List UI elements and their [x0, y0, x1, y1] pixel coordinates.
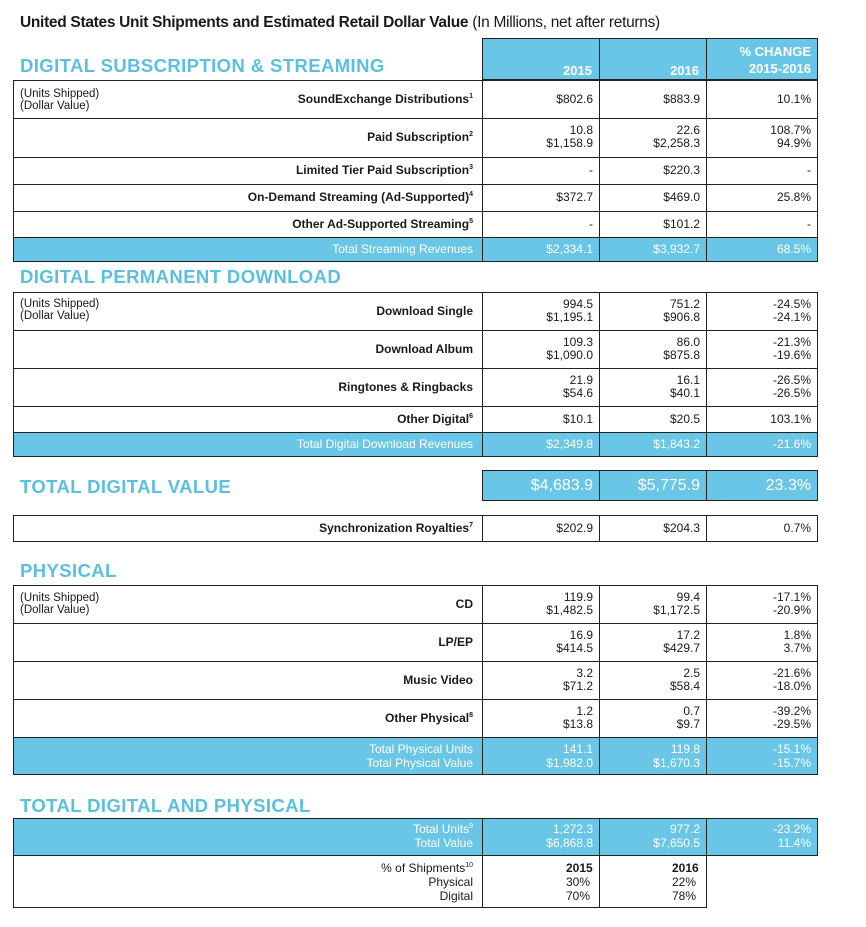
divider — [482, 515, 483, 542]
total-2016-units: 119.8 — [670, 742, 700, 756]
row-label: Other Ad-Supported Streaming$^5$ — [292, 217, 473, 231]
total-units-label: Total Physical Units — [368, 742, 473, 756]
units-note: (Units Shipped) — [20, 298, 100, 310]
row-label: Other Physical$^8$ — [385, 711, 473, 725]
total-2016-units: 977.2 — [669, 822, 700, 836]
cell-2015: - — [589, 217, 593, 231]
title-main: United States Unit Shipments and Estimated Retail Dollar Value — [20, 14, 469, 31]
divider — [599, 292, 600, 433]
row-label: Other Digital$^6$ — [397, 412, 473, 426]
cell-2016: $883.9 — [663, 92, 700, 106]
cell-change-value: -29.5% — [772, 717, 811, 731]
shipments-2015-digital: 70% — [566, 889, 591, 903]
row-label: Synchronization Royalties$^7$ — [319, 521, 473, 535]
divider — [13, 699, 818, 700]
divider — [599, 737, 600, 775]
cell-change: - — [807, 163, 811, 177]
shipments-table — [13, 855, 707, 908]
total-units-label: Total Units$^9$ — [413, 822, 473, 836]
cell-change-value: 3.7% — [783, 641, 811, 655]
row-label: On-Demand Streaming (Ad-Supported)$^4$ — [247, 190, 473, 204]
row-label: Download Album — [375, 342, 473, 356]
total-change: -21.6% — [772, 437, 811, 451]
cell-change-units: -21.6% — [772, 666, 811, 680]
header-change-years: 2015-2016 — [748, 61, 811, 76]
cell-change-units: 1.8% — [783, 628, 811, 642]
divider — [13, 157, 818, 158]
cell-2015-value: $1,158.9 — [546, 136, 593, 150]
total-change: 68.5% — [776, 242, 811, 256]
cell-2016-value: $429.7 — [663, 641, 700, 655]
cell-2015: $202.9 — [556, 521, 593, 535]
cell-2016-units: 2.5 — [683, 666, 700, 680]
cell-2016: $469.0 — [663, 190, 700, 204]
cell-change: 103.1% — [770, 412, 811, 426]
cell-2016-units: 86.0 — [676, 335, 700, 349]
shipments-2015-physical: 30% — [566, 875, 591, 889]
cell-2016-value: $40.1 — [669, 386, 700, 400]
total-change-units: -23.2% — [772, 822, 811, 836]
cell-2015-value: $54.6 — [562, 386, 593, 400]
cell-2016-value: $906.8 — [663, 310, 700, 324]
cell-change-value: -26.5% — [772, 386, 811, 400]
cell-change-units: -17.1% — [772, 590, 811, 604]
divider — [482, 237, 483, 262]
cell-2015: $802.6 — [556, 92, 593, 106]
row-label: Paid Subscription$^2$ — [367, 130, 473, 144]
total-2015-units: 1,272.3 — [552, 822, 593, 836]
total-2015: $2,349.8 — [546, 437, 593, 451]
cell-2015-units: 1.2 — [576, 704, 593, 718]
total-change-value: 11.4% — [777, 836, 811, 850]
shipments-2016-physical: 22% — [672, 875, 697, 889]
divider — [13, 661, 818, 662]
units-note: (Units Shipped) — [20, 88, 100, 100]
cell-2016: $220.3 — [663, 163, 700, 177]
total-change-value: -15.7% — [772, 756, 811, 770]
divider — [482, 855, 483, 908]
total-label: Total Digital Download Revenues — [296, 437, 473, 451]
header-2015: 2015 — [563, 63, 592, 78]
divider — [706, 80, 707, 238]
cell-change-value: -19.6% — [772, 348, 811, 362]
shipments-label: % of Shipments$^{10}$ — [381, 861, 473, 875]
divider — [706, 237, 707, 262]
cell-2015-value: $1,195.1 — [546, 310, 593, 324]
total-digital-change: 23.3% — [765, 477, 811, 494]
cell-change: 25.8% — [776, 190, 811, 204]
cell-change: 10.1% — [776, 92, 811, 106]
cell-2016-value: $9.7 — [676, 717, 700, 731]
section-title-total-digital: TOTAL DIGITAL VALUE — [20, 476, 232, 497]
total-value-label: Total Value — [414, 836, 473, 850]
divider — [706, 292, 707, 433]
cell-change-units: -39.2% — [772, 704, 811, 718]
cell-2016-units: 751.2 — [669, 297, 700, 311]
row-label: SoundExchange Distributions$^1$ — [297, 92, 473, 106]
row-label: Limited Tier Paid Subscription$^3$ — [295, 163, 473, 177]
units-note: (Units Shipped) — [20, 592, 100, 604]
cell-2015: $10.1 — [562, 412, 593, 426]
row-label: CD — [455, 597, 473, 611]
cell-2015-value: $1,090.0 — [546, 348, 593, 362]
total-2016: $3,932.7 — [653, 242, 700, 256]
shipments-2016-header: 2016 — [672, 861, 699, 875]
total-2016: $1,843.2 — [653, 437, 700, 451]
page-title — [20, 14, 660, 32]
cell-change-units: -24.5% — [772, 297, 811, 311]
cell-2016: $204.3 — [663, 521, 700, 535]
total-change-units: -15.1% — [772, 742, 811, 756]
shipments-digital-label: Digital — [439, 889, 473, 903]
total-2015-value: $1,982.0 — [546, 756, 593, 770]
cell-2016-units: 16.1 — [676, 373, 700, 387]
total-2016-value: $1,670.3 — [653, 756, 700, 770]
divider — [482, 737, 483, 775]
shipments-physical-label: Physical — [428, 875, 473, 889]
divider — [599, 80, 600, 238]
cell-2015: - — [589, 163, 593, 177]
divider — [13, 623, 818, 624]
divider — [482, 432, 483, 457]
divider — [706, 515, 707, 542]
divider — [706, 432, 707, 457]
section-title-streaming: DIGITAL SUBSCRIPTION & STREAMING — [20, 55, 385, 76]
total-digital-2015: $4,683.9 — [530, 477, 593, 494]
cell-2016-value: $1,172.5 — [653, 603, 700, 617]
cell-2015-units: 21.9 — [569, 373, 593, 387]
cell-2015-value: $1,482.5 — [546, 603, 593, 617]
cell-2016-value: $58.4 — [669, 679, 700, 693]
divider — [13, 368, 818, 369]
cell-change-value: -24.1% — [772, 310, 811, 324]
cell-change-value: -18.0% — [772, 679, 811, 693]
cell-2015-value: $414.5 — [556, 641, 593, 655]
divider — [599, 470, 600, 501]
divider — [599, 515, 600, 542]
cell-2015-units: 10.8 — [569, 123, 593, 137]
divider — [482, 818, 483, 856]
header-2016: 2016 — [670, 63, 699, 78]
cell-2016-units: 17.2 — [676, 628, 700, 642]
cell-2016-units: 0.7 — [683, 704, 700, 718]
section-title-download: DIGITAL PERMANENT DOWNLOAD — [20, 266, 342, 287]
row-label: Ringtones & Ringbacks — [338, 380, 473, 394]
row-label: Music Video — [403, 673, 473, 687]
cell-2015-units: 994.5 — [562, 297, 593, 311]
cell-change-units: 108.7% — [770, 123, 811, 137]
total-2015: $2,334.1 — [546, 242, 593, 256]
divider — [599, 818, 600, 856]
total-label: Total Streaming Revenues — [332, 242, 473, 256]
total-digital-2016: $5,775.9 — [637, 477, 700, 494]
cell-2016: $20.5 — [669, 412, 700, 426]
cell-2015-units: 3.2 — [576, 666, 593, 680]
cell-2015-units: 109.3 — [562, 335, 593, 349]
cell-change-units: -21.3% — [772, 335, 811, 349]
cell-2016-units: 22.6 — [676, 123, 700, 137]
cell-change-value: 94.9% — [776, 136, 811, 150]
divider — [13, 118, 818, 119]
divider — [13, 184, 818, 185]
row-label: Download Single — [376, 304, 473, 318]
cell-2016-value: $875.8 — [663, 348, 700, 362]
total-2015-units: 141.1 — [562, 742, 593, 756]
total-2015-value: $6,868.8 — [546, 836, 593, 850]
divider — [706, 737, 707, 775]
dollars-note: (Dollar Value) — [20, 310, 90, 322]
section-title-physical: PHYSICAL — [20, 560, 117, 581]
cell-2016-value: $2,258.3 — [653, 136, 700, 150]
cell-2015-value: $13.8 — [562, 717, 593, 731]
dollars-note: (Dollar Value) — [20, 604, 90, 616]
divider — [599, 237, 600, 262]
cell-2015-units: 119.9 — [563, 590, 593, 604]
cell-2016-units: 99.4 — [676, 590, 700, 604]
shipments-2015-header: 2015 — [566, 861, 593, 875]
title-sub: (In Millions, net after returns) — [472, 14, 660, 31]
divider — [13, 211, 818, 212]
divider — [13, 330, 818, 331]
divider — [599, 855, 600, 908]
dollars-note: (Dollar Value) — [20, 100, 90, 112]
cell-2016: $101.2 — [663, 217, 700, 231]
divider — [482, 80, 483, 238]
cell-change: 0.7% — [783, 521, 811, 535]
shipments-2016-digital: 78% — [672, 889, 697, 903]
divider — [706, 470, 707, 501]
cell-2015-value: $71.2 — [562, 679, 593, 693]
divider — [482, 292, 483, 433]
cell-2015: $372.7 — [556, 190, 593, 204]
total-2016-value: $7,650.5 — [653, 836, 700, 850]
header-change: % CHANGE — [739, 44, 811, 59]
cell-change-units: -26.5% — [772, 373, 811, 387]
row-label: LP/EP — [438, 635, 473, 649]
divider — [13, 406, 818, 407]
cell-2015-units: 16.9 — [569, 628, 593, 642]
cell-change: - — [807, 217, 811, 231]
cell-change-value: -20.9% — [772, 603, 811, 617]
divider — [706, 818, 707, 856]
total-value-label: Total Physical Value — [366, 756, 473, 770]
divider — [599, 432, 600, 457]
section-title-total-all: TOTAL DIGITAL AND PHYSICAL — [20, 795, 311, 816]
